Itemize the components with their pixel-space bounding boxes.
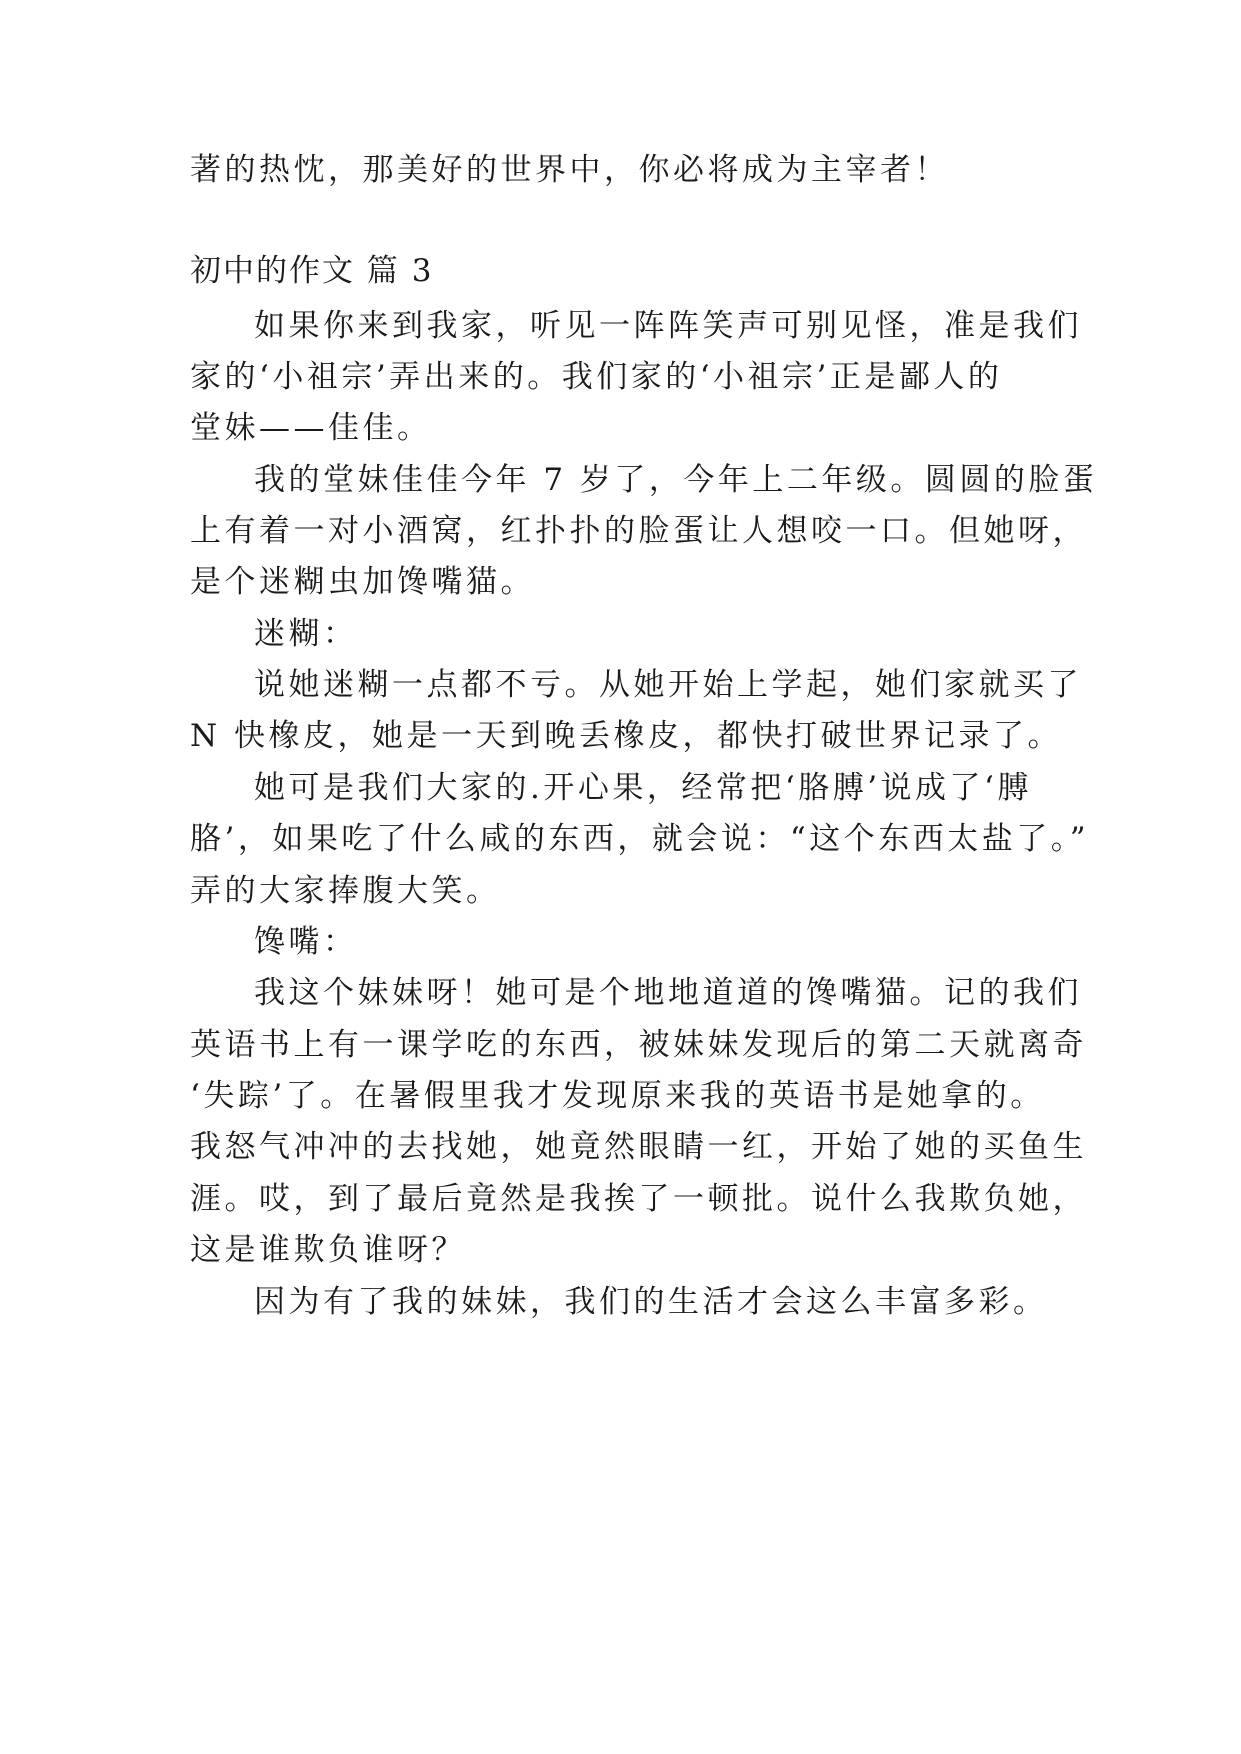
text-line: 馋嘴：	[254, 924, 358, 960]
text-line: 我这个妹妹呀！她可是个地地道道的馋嘴猫。记的我们	[254, 975, 1082, 1011]
text-line: 堂妹——佳佳。	[190, 410, 432, 446]
section-heading: 初中的作文 篇 3	[190, 253, 434, 289]
text-line: ‘失踪’了。在暑假里我才发现原来我的英语书是她拿的。	[190, 1078, 1045, 1114]
text-line: 迷糊：	[254, 616, 358, 652]
text-line: 我怒气冲冲的去找她，她竟然眼睛一红，开始了她的买鱼生	[190, 1129, 1087, 1165]
text-line: 胳’，如果吃了什么咸的东西，就会说：“这个东西太盐了。”	[190, 821, 1090, 857]
text-line: 因为有了我的妹妹，我们的生活才会这么丰富多彩。	[254, 1284, 1048, 1320]
text-line: 著的热忱，那美好的世界中，你必将成为主宰者！	[190, 152, 949, 188]
text-line: 如果你来到我家，听见一阵阵笑声可别见怪，准是我们	[254, 308, 1082, 344]
text-line: 这是谁欺负谁呀？	[190, 1232, 466, 1268]
text-line: 弄的大家捧腹大笑。	[190, 873, 501, 909]
text-line: 家的‘小祖宗’弄出来的。我们家的‘小祖宗’正是鄙人的	[190, 359, 1003, 395]
text-line: 她可是我们大家的.开心果，经常把‘胳膊’说成了‘膊	[254, 770, 1032, 806]
text-line: 上有着一对小酒窝，红扑扑的脸蛋让人想咬一口。但她呀，	[190, 513, 1087, 549]
text-line: 涯。哎，到了最后竟然是我挨了一顿批。说什么我欺负她，	[190, 1181, 1087, 1217]
text-line: 我的堂妹佳佳今年 7 岁了，今年上二年级。圆圆的脸蛋	[254, 462, 1098, 498]
text-line: N 快橡皮，她是一天到晚丢橡皮，都快打破世界记录了。	[190, 718, 1062, 754]
text-line: 是个迷糊虫加馋嘴猫。	[190, 564, 535, 600]
text-line: 说她迷糊一点都不亏。从她开始上学起，她们家就买了	[254, 667, 1082, 703]
text-line: 英语书上有一课学吃的东西，被妹妹发现后的第二天就离奇	[190, 1027, 1087, 1063]
